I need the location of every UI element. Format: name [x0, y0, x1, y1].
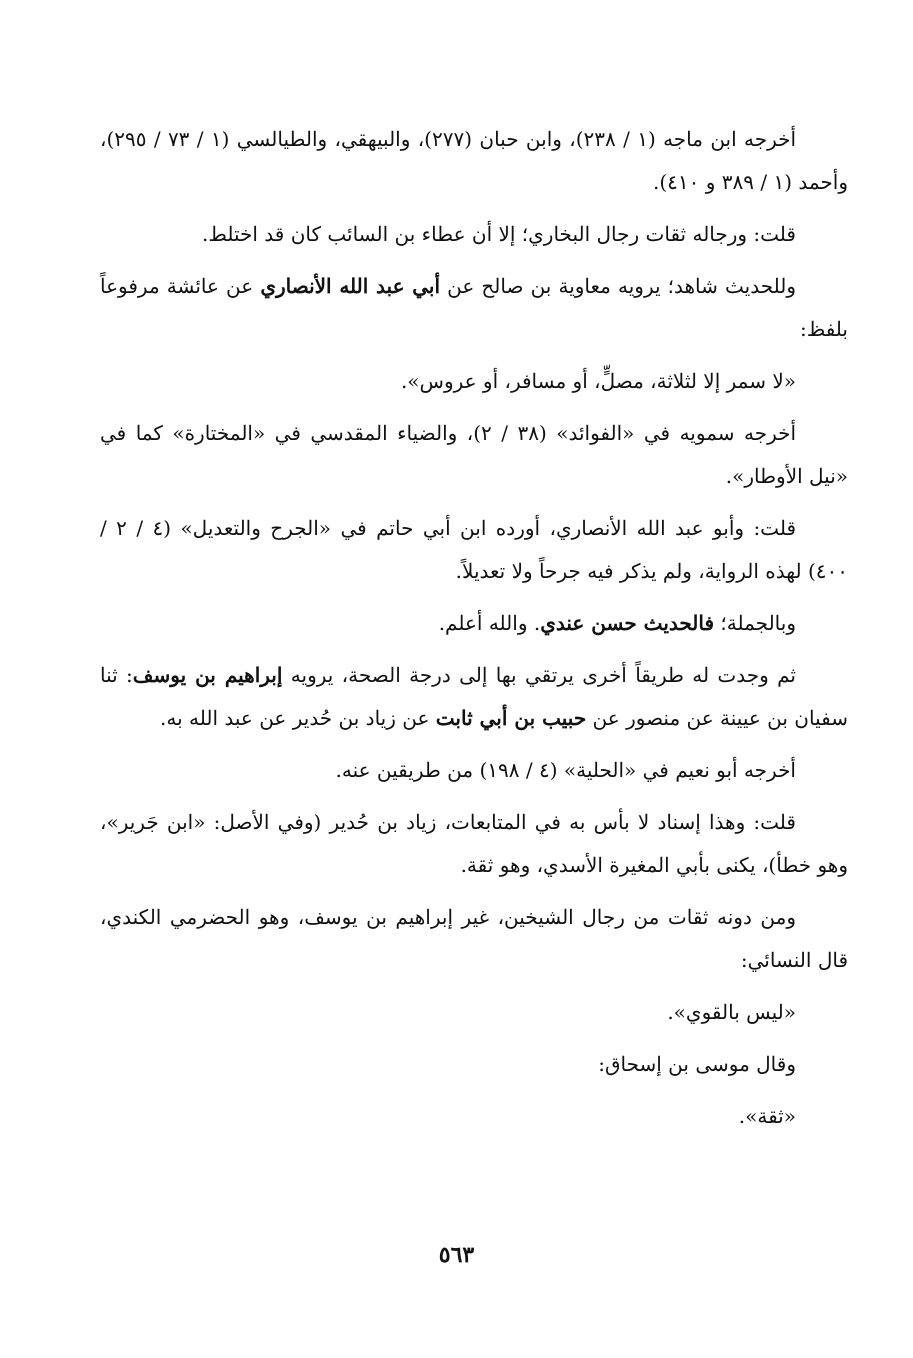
bold-text: فالحديث حسن عندي	[540, 611, 715, 635]
bold-text: أبي عبد الله الأنصاري	[260, 274, 441, 298]
text-segment: «ليس بالقوي».	[667, 1000, 796, 1024]
paragraph	[100, 801, 848, 887]
text-segment: «ثقة».	[738, 1104, 796, 1128]
text-segment: قلت: ورجاله ثقات رجال البخاري؛ إلا أن عطاء بن السائب كان قد اختلط.	[202, 222, 796, 246]
text-segment: «لا سمر إلا لثلاثة، مصلٍّ، أو مسافر، أو عروس».	[400, 369, 796, 393]
page-body	[100, 118, 848, 1147]
text-segment: . والله أعلم.	[438, 611, 541, 635]
paragraph	[100, 412, 848, 498]
text-segment: ومن دونه ثقات من رجال الشيخين، غير إبراهيم بن يوسف، وهو الحضرمي الكندي، قال النسائي:	[100, 905, 848, 972]
text-segment: أخرجه أبو نعيم في «الحلية» (٤ / ١٩٨) من طريقين عنه.	[335, 758, 796, 782]
paragraph	[100, 991, 848, 1034]
paragraph	[100, 602, 848, 645]
text-segment: عن زياد بن حُدير عن عبد الله به.	[160, 706, 436, 730]
text-segment: وقال موسى بن إسحاق:	[598, 1052, 796, 1076]
text-segment: عن عائشة مرفوعاً بلفظ:	[100, 274, 848, 341]
paragraph	[100, 654, 848, 740]
text-segment: وبالجملة؛	[714, 611, 796, 635]
bold-text: إبراهيم بن يوسف	[132, 663, 283, 687]
text-segment: قلت: وهذا إسناد لا بأس به في المتابعات، زياد بن حُدير (وفي الأصل: «ابن جَرير»، وهو خطأ)، يكنى بأبي المغيرة الأسدي، وهو ثقة.	[100, 810, 848, 877]
paragraph	[100, 749, 848, 792]
paragraph	[100, 1095, 848, 1138]
text-segment: قلت: وأبو عبد الله الأنصاري، أورده ابن أبي حاتم في «الجرح والتعديل» (٤ / ٢ / ٤٠٠) لهذه الرواية، ولم يذكر فيه جرحاً ولا تعديلاً.	[100, 516, 848, 583]
text-segment: أخرجه ابن ماجه (١ / ٢٣٨)، وابن حبان (٢٧٧)، والبيهقي، والطيالسي (١ / ٧٣ / ٢٩٥)، وأحمد (١ / ٣٨٩ و ٤١٠).	[100, 127, 848, 194]
paragraph	[100, 265, 848, 351]
paragraph	[100, 360, 848, 403]
page-number: ٥٦٣	[438, 1242, 475, 1268]
paragraph	[100, 213, 848, 256]
text-segment: وللحديث شاهد؛ يرويه معاوية بن صالح عن	[440, 274, 797, 298]
paragraph	[100, 896, 848, 982]
text-segment: أخرجه سمويه في «الفوائد» (٣٨ / ٢)، والضياء المقدسي في «المختارة» كما في «نيل الأوطار».	[100, 421, 848, 488]
bold-text: حبيب بن أبي ثابت	[435, 706, 587, 730]
paragraph	[100, 507, 848, 593]
text-segment: : ثنا سفيان بن عيينة عن منصور عن	[100, 663, 848, 730]
text-segment: ثم وجدت له طريقاً أخرى يرتقي بها إلى درجة الصحة، يرويه	[282, 663, 797, 687]
paragraph	[100, 118, 848, 204]
paragraph	[100, 1043, 848, 1086]
